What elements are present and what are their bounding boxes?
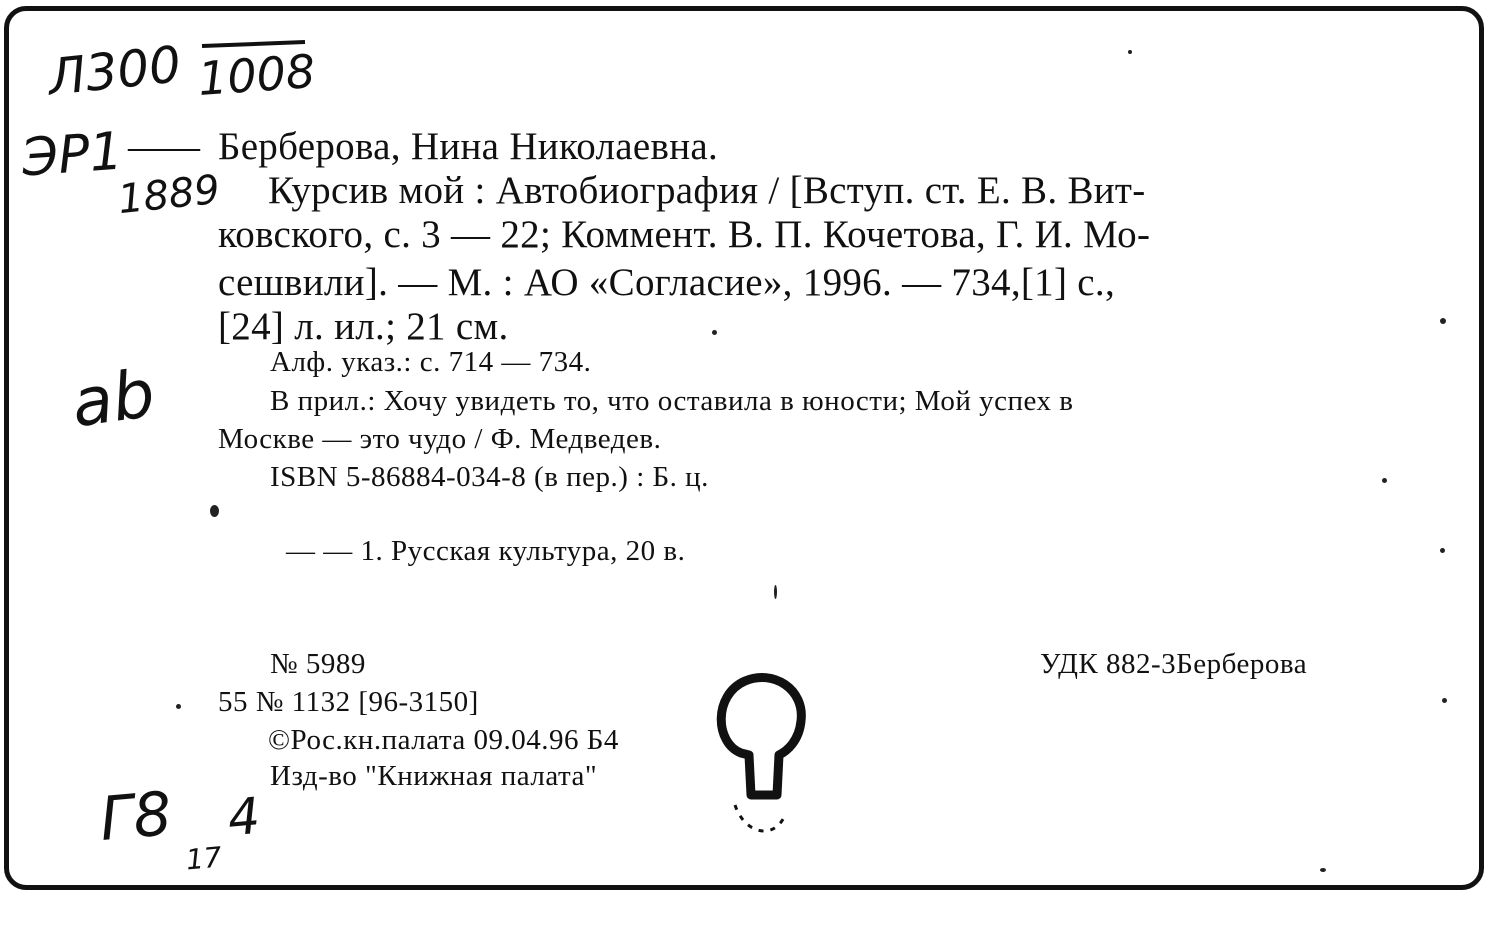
handwritten-bottom-note-sup: 4 (225, 786, 263, 848)
scan-speck (774, 585, 777, 599)
publisher-line: Изд-во "Книжная палата" (270, 760, 598, 792)
entry-dash: —— (128, 125, 194, 168)
scan-speck (1440, 548, 1445, 553)
subject-heading: — — 1. Русская культура, 20 в. (286, 535, 686, 567)
copyright-line: ©Рос.кн.палата 09.04.96 Б4 (268, 724, 619, 756)
udk-code: УДК 882-3Берберова (1040, 648, 1308, 680)
author-heading: Берберова, Нина Николаевна. (218, 125, 719, 168)
description-line-2: ковского, с. 3 — 22; Коммент. В. П. Кочетова, Г. И. Мо- (218, 213, 1151, 256)
card-number: № 5989 (270, 648, 366, 680)
handwritten-call-number-top: Л300 (45, 35, 184, 107)
scan-speck (1442, 698, 1447, 703)
note-appendix-line-1: В прил.: Хочу увидеть то, что оставила в юности; Мой успех в (270, 385, 1074, 417)
isbn-line: ISBN 5-86884-034-8 (в пер.) : Б. ц. (270, 461, 709, 493)
scan-speck (176, 704, 181, 709)
handwritten-bottom-note-sub: 17 (184, 840, 224, 877)
scan-speck (1440, 318, 1446, 324)
handwritten-bottom-note: Г8 (97, 779, 175, 855)
note-index: Алф. указ.: с. 714 — 734. (270, 346, 592, 378)
handwritten-call-number-left: ЭР1 (20, 121, 125, 189)
handwritten-margin-note: ab (67, 354, 160, 443)
scan-speck (1320, 868, 1326, 872)
description-line-1: Курсив мой : Автобиография / [Вступ. ст. Е. В. Вит- (268, 169, 1146, 212)
record-number: 55 № 1132 [96-3150] (218, 686, 479, 718)
scan-speck (712, 330, 717, 335)
handwritten-call-number-top-right: 1008 (196, 43, 317, 107)
card-punch-hole (705, 665, 815, 850)
handwritten-call-number-left-sub: 1889 (115, 166, 222, 224)
note-appendix-line-2: Москве — это чудо / Ф. Медведев. (218, 423, 662, 455)
scan-speck (210, 505, 219, 517)
scan-speck (1128, 50, 1132, 54)
description-line-4: [24] л. ил.; 21 см. (218, 305, 509, 348)
scan-speck (1382, 478, 1387, 483)
description-line-3: сешвили]. — М. : АО «Согласие», 1996. — 734,[1] с., (218, 261, 1116, 304)
